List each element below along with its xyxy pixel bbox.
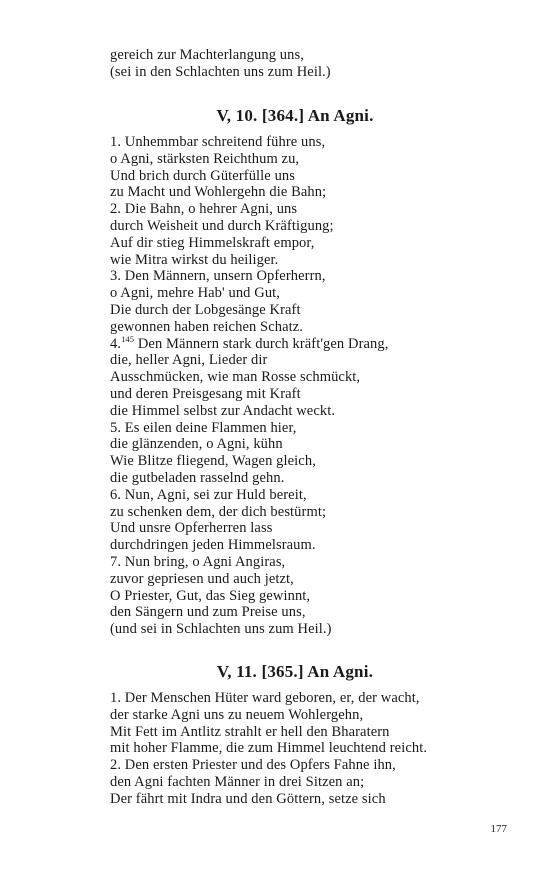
verse-line-with-footnote — [110, 333, 510, 353]
verse-line: den Sängern und zum Preise uns, — [110, 604, 306, 621]
verse-line: die Himmel selbst zur Andacht weckt. — [110, 402, 336, 419]
verse-line: 6. Nun, Agni, sei zur Huld bereit, — [110, 486, 307, 503]
verse-line: mit hoher Flamme, die zum Himmel leuchtend reicht. — [110, 740, 428, 757]
verse-line: (sei in den Schlachten uns zum Heil.) — [110, 63, 331, 80]
verse-line: Wie Blitze fliegend, Wagen gleich, — [110, 453, 316, 470]
verse-line: o Agni, mehre Hab' und Gut, — [110, 285, 281, 302]
section-heading: V, 10. [364.] An Agni. — [216, 106, 374, 125]
verse-line: O Priester, Gut, das Sieg gewinnt, — [110, 587, 311, 604]
verse-line: die gutbeladen rasselnd gehn. — [110, 469, 285, 486]
verse-line: der starke Agni uns zu neuem Wohlergehn, — [110, 706, 364, 723]
verse-line: Der fährt mit Indra und den Göttern, setze sich — [110, 790, 386, 807]
verse-line: Und unsre Opferherren lass — [110, 520, 273, 537]
verse-line: (und sei in Schlachten uns zum Heil.) — [110, 621, 332, 638]
verse-line: und deren Preisgesang mit Kraft — [110, 385, 301, 402]
verse-line: Mit Fett im Antlitz strahlt er hell den Bharatern — [110, 723, 390, 740]
verse-line: Und brich durch Güterfülle uns — [110, 167, 296, 184]
verse-line: 2. Den ersten Priester und des Opfers Fahne ihn, — [110, 757, 396, 774]
verse-line: 2. Die Bahn, o hehrer Agni, uns — [110, 201, 298, 218]
verse-line: 1. Der Menschen Hüter ward geboren, er, der wacht, — [110, 690, 420, 706]
footnote-marker: 145 — [121, 333, 135, 344]
verse-line: 5. Es eilen deine Flammen hier, — [110, 419, 297, 436]
continuation-verse — [110, 47, 510, 81]
hymn-text — [110, 134, 510, 638]
verse-line: 3. Den Männern, unsern Opferherrn, — [110, 268, 326, 285]
verse-line: 7. Nun bring, o Agni Angiras, — [110, 553, 286, 570]
verse-line: zu schenken dem, der dich bestürmt; — [110, 503, 327, 520]
verse-line: die glänzenden, o Agni, kühn — [110, 436, 283, 453]
verse-line: wie Mitra wirkst du heiliger. — [110, 251, 279, 268]
verse-line: gewonnen haben reichen Schatz. — [110, 318, 304, 335]
verse-line: zuvor gepriesen und auch jetzt, — [110, 570, 294, 587]
verse-line: zu Macht und Wohlergehn die Bahn; — [110, 184, 327, 201]
verse-line: gereich zur Machterlangung uns, — [110, 47, 304, 63]
verse-line: o Agni, stärksten Reichthum zu, — [110, 150, 300, 167]
verse-line: 1. Unhemmbar schreitend führe uns, — [110, 134, 326, 150]
page-number: 177 — [490, 823, 507, 835]
hymn-text — [110, 690, 510, 808]
verse-line: durch Weisheit und durch Kräftigung; — [110, 217, 334, 234]
verse-text: Den Männern stark durch kräft'gen Drang, — [134, 335, 389, 352]
verse-line: durchdringen jeden Himmelsraum. — [110, 537, 316, 554]
verse-line: Auf dir stieg Himmelskraft empor, — [110, 234, 315, 251]
verse-line: die, heller Agni, Lieder dir — [110, 352, 268, 369]
verse-line: den Agni fachten Männer in drei Sitzen an; — [110, 773, 365, 790]
verse-number: 4. — [110, 335, 122, 352]
verse-line: Ausschmücken, wie man Rosse schmückt, — [110, 369, 361, 386]
section-heading: V, 11. [365.] An Agni. — [216, 662, 374, 681]
verse-line: Die durch der Lobgesänge Kraft — [110, 301, 301, 318]
